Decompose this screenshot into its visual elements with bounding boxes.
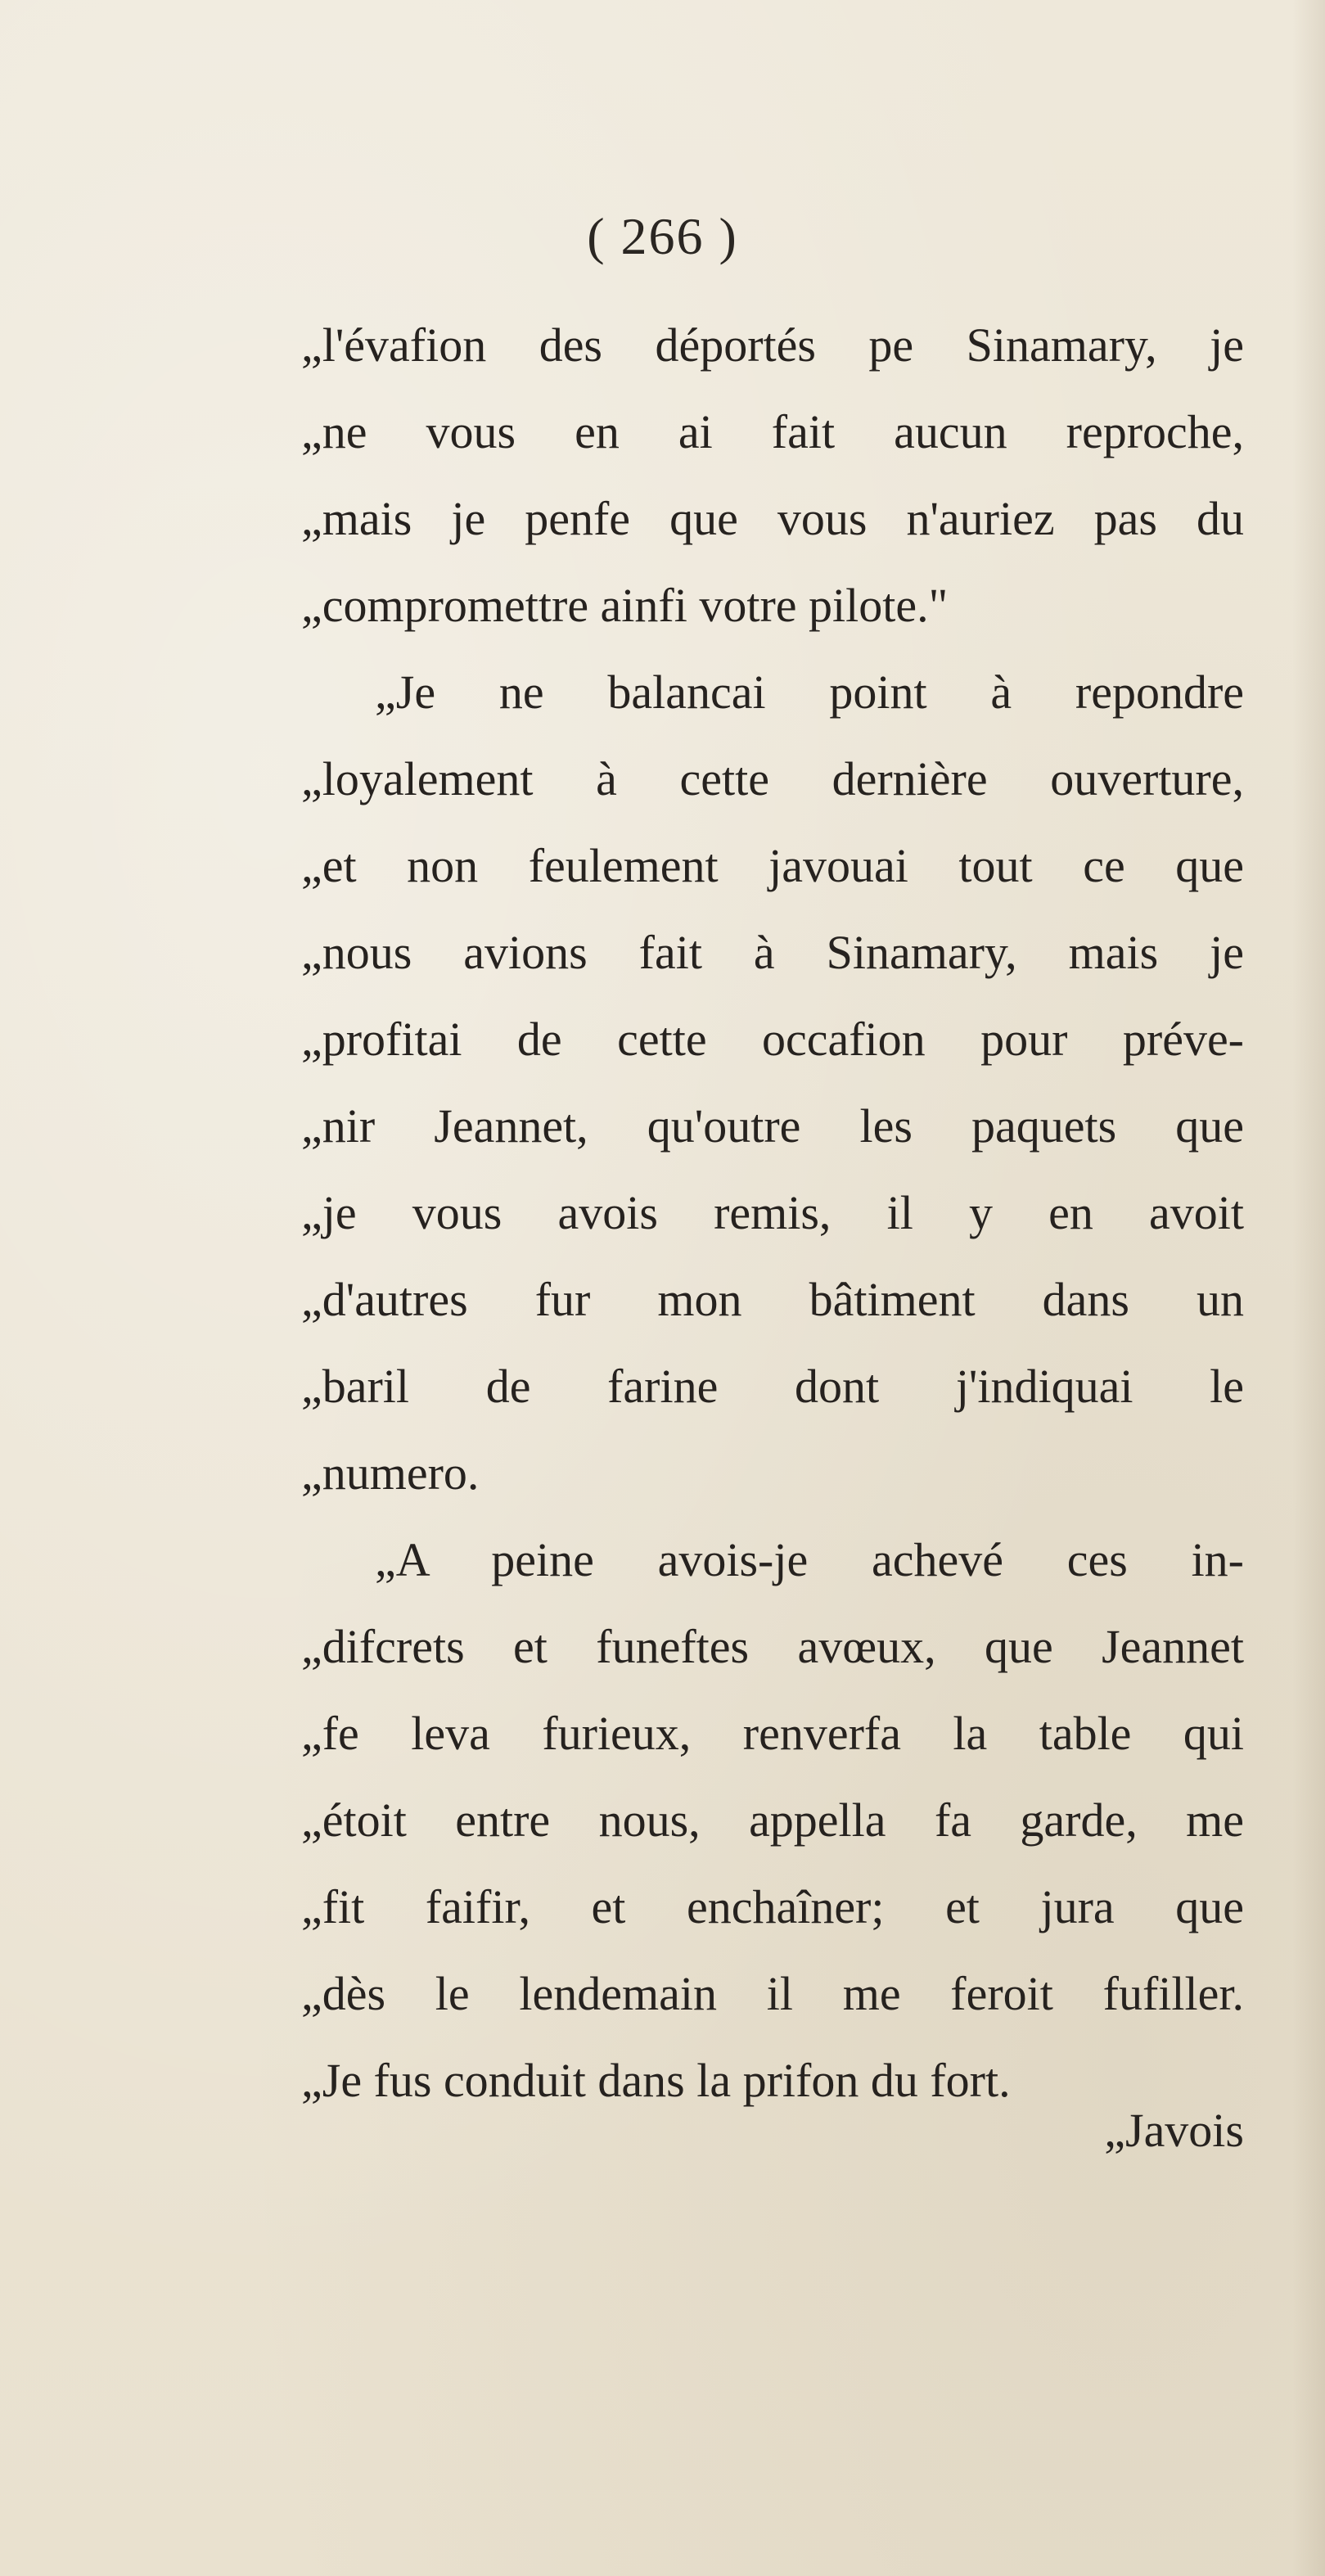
- text-line: „nir Jeannet, qu'outre les paquets que: [301, 1099, 1244, 1153]
- page-number: ( 266 ): [587, 207, 738, 265]
- text-line: „dès le lendemain il me feroit fufiller.: [301, 1967, 1244, 2020]
- text-line: „baril de farine dont j'indiquai le: [301, 1360, 1244, 1413]
- text-line: „d'autres fur mon bâtiment dans un: [301, 1273, 1244, 1326]
- text-line: „difcrets et funeftes avœux, que Jeannet: [301, 1620, 1244, 1673]
- text-line: „loyalement à cette dernière ouverture,: [301, 752, 1244, 805]
- text-line: „compromettre ainfi votre pilote.": [301, 579, 949, 632]
- text-line: „mais je penfe que vous n'auriez pas du: [301, 492, 1244, 545]
- catchword: „Javois: [1104, 2104, 1244, 2157]
- text-line: „étoit entre nous, appella fa garde, me: [301, 1793, 1244, 1847]
- text-line: „Je fus conduit dans la prifon du fort.: [301, 2054, 1011, 2107]
- text-line: „fit faifir, et enchaîner; et jura que: [301, 1880, 1244, 1933]
- text-line: „je vous avois remis, il y en avoit: [301, 1186, 1244, 1239]
- text-line: „ne vous en ai fait aucun reproche,: [301, 405, 1244, 458]
- text-line: „nous avions fait à Sinamary, mais je: [301, 926, 1244, 979]
- text-line: „numero.: [301, 1446, 480, 1500]
- paragraph-first-line: „A peine avois-je achevé ces in-: [375, 1533, 1244, 1586]
- paragraph-first-line: „Je ne balancai point à repondre: [375, 665, 1244, 719]
- text-line: „profitai de cette occafion pour préve-: [301, 1013, 1244, 1066]
- text-line: „l'évafion des déportés pe Sinamary, je: [301, 318, 1244, 372]
- text-line: „fe leva furieux, renverfa la table qui: [301, 1707, 1244, 1760]
- text-line: „et non feulement javouai tout ce que: [301, 839, 1244, 892]
